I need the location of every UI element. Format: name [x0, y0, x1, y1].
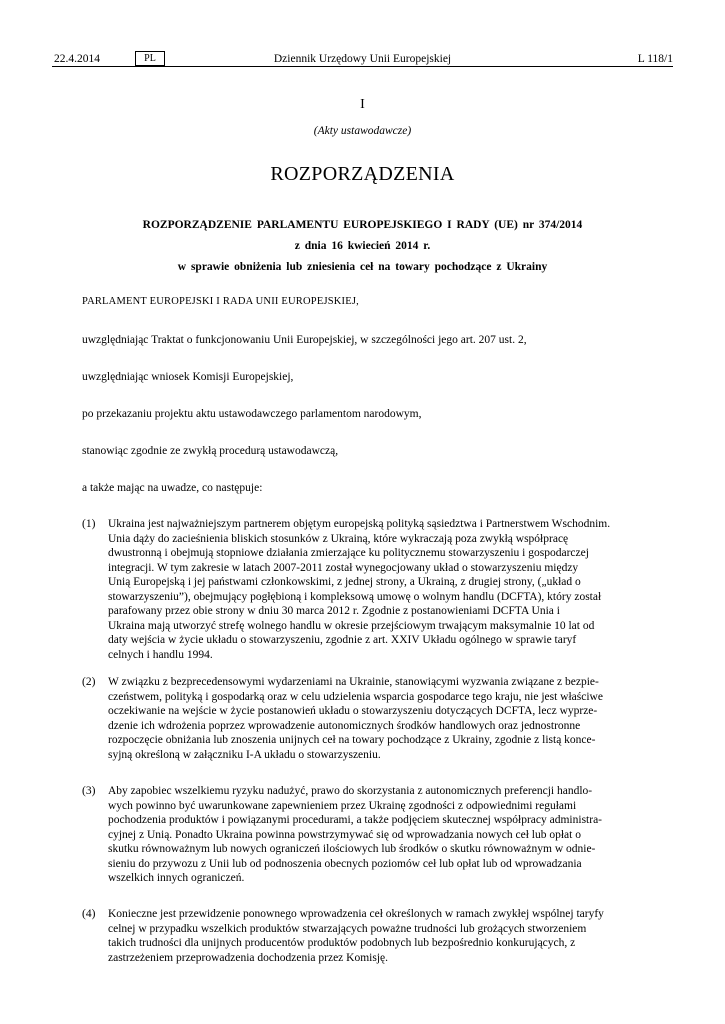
recital-line: skutku równoważnym lub nowych ograniczeń ilościowych lub środków o skutku równoważnym w odnie-	[108, 843, 596, 855]
recital-line: parafowany przez obie strony w dniu 30 marca 2012 r. Zgodnie z postanowieniami DCFTA Unia i	[108, 605, 560, 617]
recital-line: stowarzyszeniu”), obejmujący pogłębioną i kompleksową umowę o wolnym handlu (DCFTA), który został	[108, 590, 602, 603]
recital-line: rozpoczęcie obniżania lub znoszenia unijnych ceł na towary pochodzące z Ukrainy, zgodnie z listą konce-	[108, 734, 596, 746]
recital-line: W związku z bezprecedensowymi wydarzeniami na Ukrainie, stanowiącymi wyzwania związane z bezpie-	[108, 676, 599, 688]
preamble-paragraph: stanowiąc zgodnie ze zwykłą procedurą ustawodawczą,	[82, 445, 339, 457]
recital-line: Unia dąży do zacieśnienia bliskich stosunków z Ukrainą, które wykraczają poza zwykłą współpracę	[108, 532, 569, 545]
section-number: I	[360, 97, 365, 112]
recital-text	[108, 907, 673, 965]
preamble-paragraph: po przekazaniu projektu aktu ustawodawczego parlamentom narodowym,	[82, 408, 422, 420]
journal-title: Dziennik Urzędowy Unii Europejskiej	[273, 53, 452, 65]
recital-number: (3)	[82, 785, 96, 797]
regulation-subject: w sprawie obniżenia lub zniesienia ceł na towary pochodzące z Ukrainy	[177, 261, 548, 273]
preamble-paragraph: a także mając na uwadze, co następuje:	[82, 482, 263, 494]
recital-text	[108, 675, 673, 762]
recital-line: wych powinno być uwarunkowane zapewnieniem przez Ukrainę zgodności z odpowiednimi regułami	[108, 799, 577, 812]
recital-number: (1)	[82, 518, 96, 530]
language-badge: PL	[135, 51, 165, 66]
recital-line: integracji. W tym zakresie w latach 2007-2011 został wynegocjowany układ o stowarzyszeniu między	[108, 561, 579, 574]
page-reference: L 118/1	[637, 53, 673, 65]
section-heading: ROZPORZĄDZENIA	[270, 163, 455, 185]
recital-line: czeństwem, polityką i gospodarką oraz w celu udzielenia wsparcia gospodarce tego kraju, nie jest właściwe	[108, 690, 603, 703]
recital-line: pochodzenia produktów i powiązanymi procedurami, a także podjęciem skutecznej współpracy administra-	[108, 814, 603, 826]
recital-line: Ukraina jest najważniejszym partnerem objętym europejską polityką sąsiedztwa i Partnerstwem Wschodnim.	[108, 518, 611, 530]
recital-line: celnej w przypadku wszelkich produktów stwarzających poważne trudności lub grożących stworzeniem	[108, 922, 587, 935]
recital-line: syjną określoną w załączniku I-A układu o stowarzyszeniu.	[108, 748, 381, 761]
header-date: 22.4.2014	[54, 53, 100, 65]
recital-line: sieniu do przywozu z Unii lub od podnoszenia obecnych poziomów ceł lub opłat lub od wprowadzania	[108, 857, 582, 870]
header-rule	[52, 66, 673, 67]
recital-line: dwustronną i obejmują stopniowe działania zmierzające ku politycznemu stowarzyszeniu i gospodarczej	[108, 547, 589, 559]
recital-line: Aby zapobiec wszelkiemu ryzyku nadużyć, prawo do skorzystania z autonomicznych preferencji handlo-	[108, 785, 593, 797]
regulation-date: z dnia 16 kwiecień 2014 r.	[294, 240, 431, 252]
section-subtitle: (Akty ustawodawcze)	[313, 125, 412, 137]
recital-line: daty wejścia w życie układu o stowarzyszeniu, zgodnie z art. XXIV Układu ogólnego w sprawie taryf	[108, 634, 577, 646]
recital-line: Ukraina mają utworzyć strefę wolnego handlu w okresie przejściowym trwającym maksymalnie 10 lat od	[108, 619, 595, 632]
recital-line: oczekiwanie na wejście w życie postanowień układu o stowarzyszeniu dotyczących DCFTA, lecz wyprze-	[108, 705, 598, 717]
recital-line: Unią Europejską i jej państwami członkowskimi, z jednej strony, a Ukrainą, z drugiej strony, („układ o	[108, 576, 581, 588]
preamble-authority: PARLAMENT EUROPEJSKI I RADA UNII EUROPEJSKIEJ,	[82, 296, 359, 307]
recital-text	[108, 784, 673, 886]
recital-line: dzenie ich wdrożenia poprzez wprowadzenie autonomicznych środków handlowych oraz jednostronne	[108, 719, 581, 732]
recital-line: takich trudności dla unijnych producentów produktów podobnych lub bezpośrednio konkurujących, z	[108, 937, 576, 949]
recital-line: Konieczne jest przewidzenie ponownego wprowadzenia ceł określonych w ramach zwykłej wspólnej taryfy	[108, 908, 604, 920]
recital-line: wszelkich innych ograniczeń.	[108, 872, 245, 884]
preamble-paragraph: uwzględniając Traktat o funkcjonowaniu Unii Europejskiej, w szczególności jego art. 207 ust. 2,	[82, 334, 527, 346]
recital-number: (2)	[82, 676, 96, 688]
recital-line: celnych i handlu 1994.	[108, 648, 213, 661]
recital-line: zastrzeżeniem przeprowadzenia dochodzenia przez Komisję.	[108, 951, 389, 964]
regulation-title: ROZPORZĄDZENIE PARLAMENTU EUROPEJSKIEGO I RADY (UE) nr 374/2014	[142, 219, 583, 231]
preamble-paragraph: uwzględniając wniosek Komisji Europejskiej,	[82, 371, 294, 383]
recital-number: (4)	[82, 908, 96, 920]
recital-text	[108, 517, 673, 662]
recital-line: cyjnej z Unią. Ponadto Ukraina powinna powstrzymywać się od wprowadzania nowych ceł lub opłat o	[108, 828, 581, 841]
